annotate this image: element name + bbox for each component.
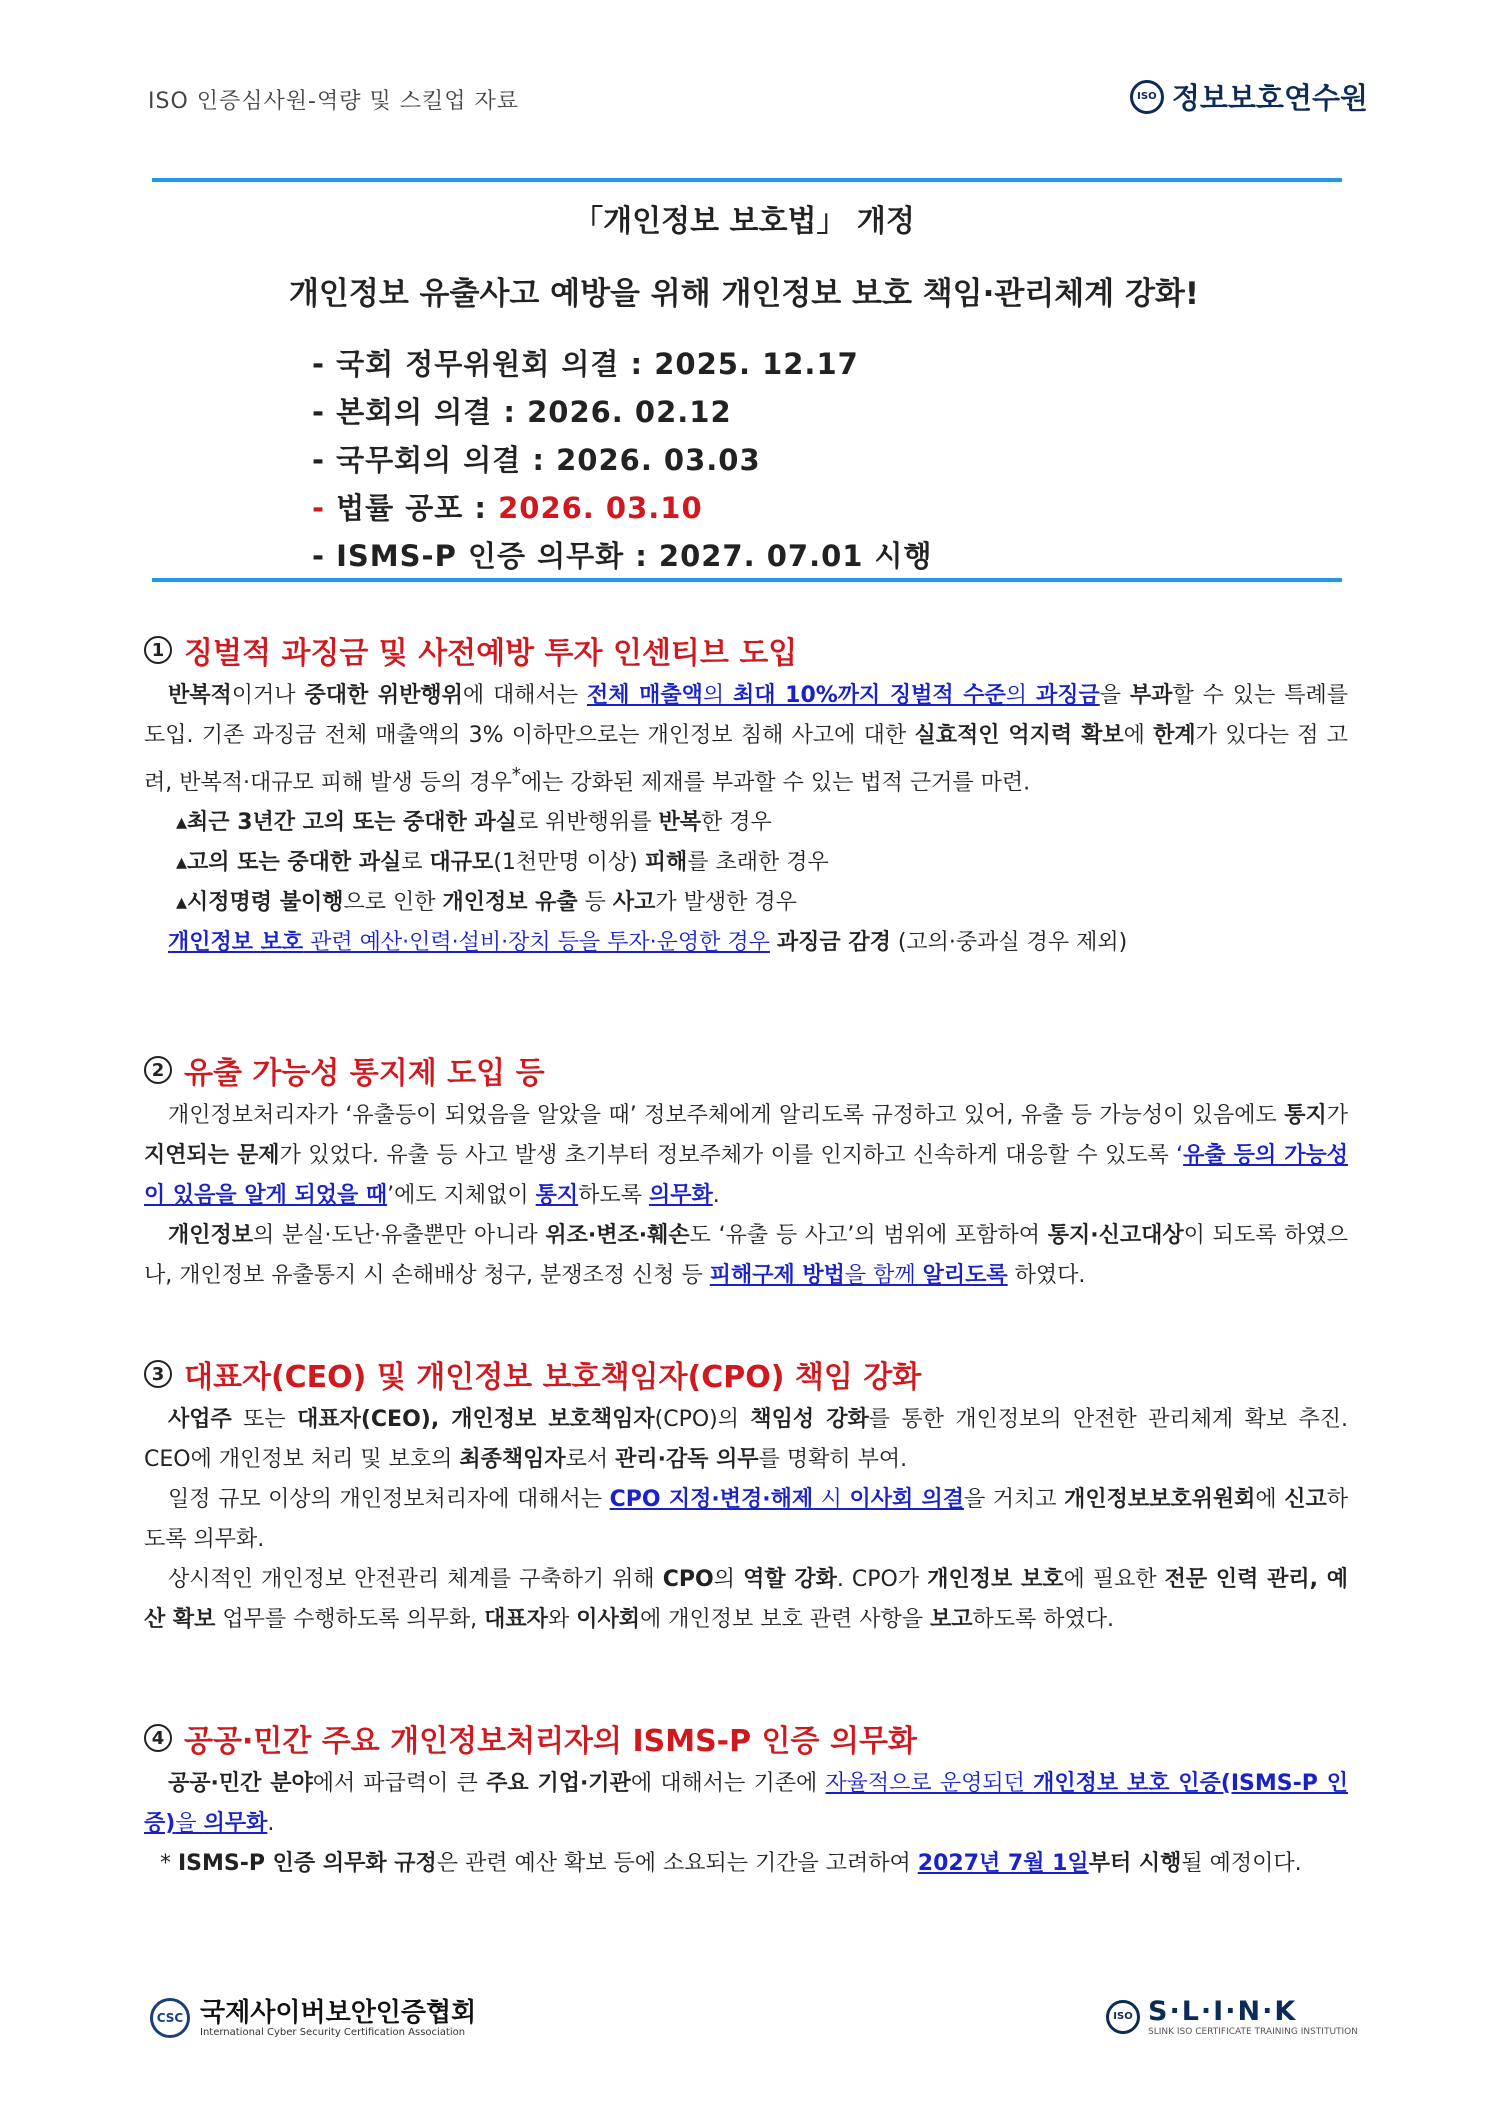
timeline-item: - ISMS-P 인증 의무화 : 2027. 07.01 시행 <box>312 539 933 573</box>
footer-left-title: 국제사이버보안인증협회 <box>200 1997 477 2028</box>
circled-number-icon: 2 <box>144 1056 172 1084</box>
paragraph: 개인정보처리자가 ‘유출등이 되었음을 알았을 때’ 정보주체에게 알리도록 규정하고 있어, 유출 등 가능성이 있음에도 통지가 지연되는 문제가 있었다. 유출 등 사고 발생 초기부터 정보주체가 이를 인지하고 신속하게 대응할 수 있도록 ‘유출 등의 가능성이 있음을 알게 되었을 때’에도 지체없이 통지하도록 의무화. <box>144 1103 1348 1208</box>
list-item: ▴고의 또는 중대한 과실로 대규모(1천만명 이상) 피해를 초래한 경우 <box>176 850 829 876</box>
section-heading: 4 공공·민간 주요 개인정보처리자의 ISMS-P 인증 의무화 <box>144 1716 1348 1760</box>
circled-number-icon: 1 <box>144 636 172 664</box>
paragraph: 상시적인 개인정보 안전관리 체계를 구축하기 위해 CPO의 역할 강화. CPO가 개인정보 보호에 필요한 전문 인력 관리, 예산 확보 업무를 수행하도록 의무화, 대표자와 이사회에 개인정보 보호 관련 사항을 보고하도록 하였다. <box>144 1567 1349 1632</box>
paragraph: 반복적이거나 중대한 위반행위에 대해서는 전체 매출액의 최대 10%까지 징벌적 수준의 과징금을 부과할 수 있는 특례를 도입. 기존 과징금 전체 매출액의 3% 이하만으로는 개인정보 침해 사고에 대한 실효적인 억지력 확보에 한계가 있다는 점 고려, 반복적·대규모 피해 발생 등의 경우*에는 강화된 제재를 부과할 수 있는 법적 근거를 마련. <box>144 683 1349 796</box>
section-heading: 1 징벌적 과징금 및 사전예방 투자 인센티브 도입 <box>144 628 1348 672</box>
timeline-item: - 국무회의 의결 : 2026. 03.03 <box>312 443 761 477</box>
section-3 <box>144 1352 1348 1640</box>
section-heading: 2 유출 가능성 통지제 도입 등 <box>144 1048 1348 1092</box>
seal-icon: ISO <box>1106 2000 1140 2034</box>
circled-number-icon: 4 <box>144 1724 172 1752</box>
footer-left-logo <box>150 1998 476 2038</box>
title-divider <box>152 578 1342 582</box>
section-1 <box>144 628 1348 963</box>
timeline-item: - 본회의 의결 : 2026. 02.12 <box>312 395 732 429</box>
footer-right-subtitle: SLINK ISO CERTIFICATE TRAINING INSTITUTION <box>1148 2027 1358 2037</box>
timeline-item: - 국회 정무위원회 의결 : 2025. 12.17 <box>312 347 859 381</box>
doc-subtitle: 개인정보 유출사고 예방을 위해 개인정보 보호 책임·관리체계 강화! <box>288 276 1199 312</box>
footnote: * ISMS-P 인증 의무화 규정은 관련 예산 확보 등에 소요되는 기간을 고려하여 2027년 7월 1일부터 시행될 예정이다. <box>160 1851 1302 1876</box>
seal-icon: ISO <box>1130 80 1164 114</box>
top-divider <box>152 178 1342 182</box>
footer-right-logo <box>1106 1996 1358 2037</box>
header-logo-text: 정보보호연수원 <box>1171 81 1368 115</box>
list-item: ▴최근 3년간 고의 또는 중대한 과실로 위반행위를 반복한 경우 <box>176 810 772 836</box>
timeline <box>312 340 933 580</box>
circled-number-icon: 3 <box>144 1360 172 1388</box>
list-item: 개인정보 보호 관련 예산·인력·설비·장치 등을 투자·운영한 경우 과징금 감경 (고의·중과실 경우 제외) <box>168 930 1128 956</box>
doc-title: 「개인정보 보호법」 개정 <box>573 204 915 239</box>
section-4 <box>144 1716 1348 1884</box>
section-heading: 3 대표자(CEO) 및 개인정보 보호책임자(CPO) 책임 강화 <box>144 1352 1348 1396</box>
timeline-item: - 법률 공포 : 2026. 03.10 <box>312 491 703 525</box>
paragraph: 공공·민간 분야에서 파급력이 큰 주요 기업·기관에 대해서는 기존에 자율적으로 운영되던 개인정보 보호 인증(ISMS-P 인증)을 의무화. <box>144 1771 1349 1836</box>
header-left-text: ISO 인증심사원-역량 및 스킬업 자료 <box>148 89 519 114</box>
csc-logo-icon: CSC <box>150 1998 190 2038</box>
list-item: ▴시정명령 불이행으로 인한 개인정보 유출 등 사고가 발생한 경우 <box>176 890 797 916</box>
footer-right-title: S·L·I·N·K <box>1148 1996 1298 2027</box>
section-2 <box>144 1048 1348 1296</box>
paragraph: 일정 규모 이상의 개인정보처리자에 대해서는 CPO 지정·변경·해제 시 이사회 의결을 거치고 개인정보보호위원회에 신고하도록 의무화. <box>144 1487 1349 1552</box>
footer-left-subtitle: International Cyber Security Certification Association <box>200 2026 466 2038</box>
header-logo <box>1130 76 1368 117</box>
paragraph: 사업주 또는 대표자(CEO), 개인정보 보호책임자(CPO)의 책임성 강화를 통한 개인정보의 안전한 관리체계 확보 추진. CEO에 개인정보 처리 및 보호의 최종책임자로서 관리·감독 의무를 명확히 부여. <box>144 1407 1348 1472</box>
paragraph: 개인정보의 분실·도난·유출뿐만 아니라 위조·변조·훼손도 ‘유출 등 사고’의 범위에 포함하여 통지·신고대상이 되도록 하였으나, 개인정보 유출통지 시 손해배상 청구, 분쟁조정 신청 등 피해구제 방법을 함께 알리도록 하였다. <box>144 1223 1348 1288</box>
